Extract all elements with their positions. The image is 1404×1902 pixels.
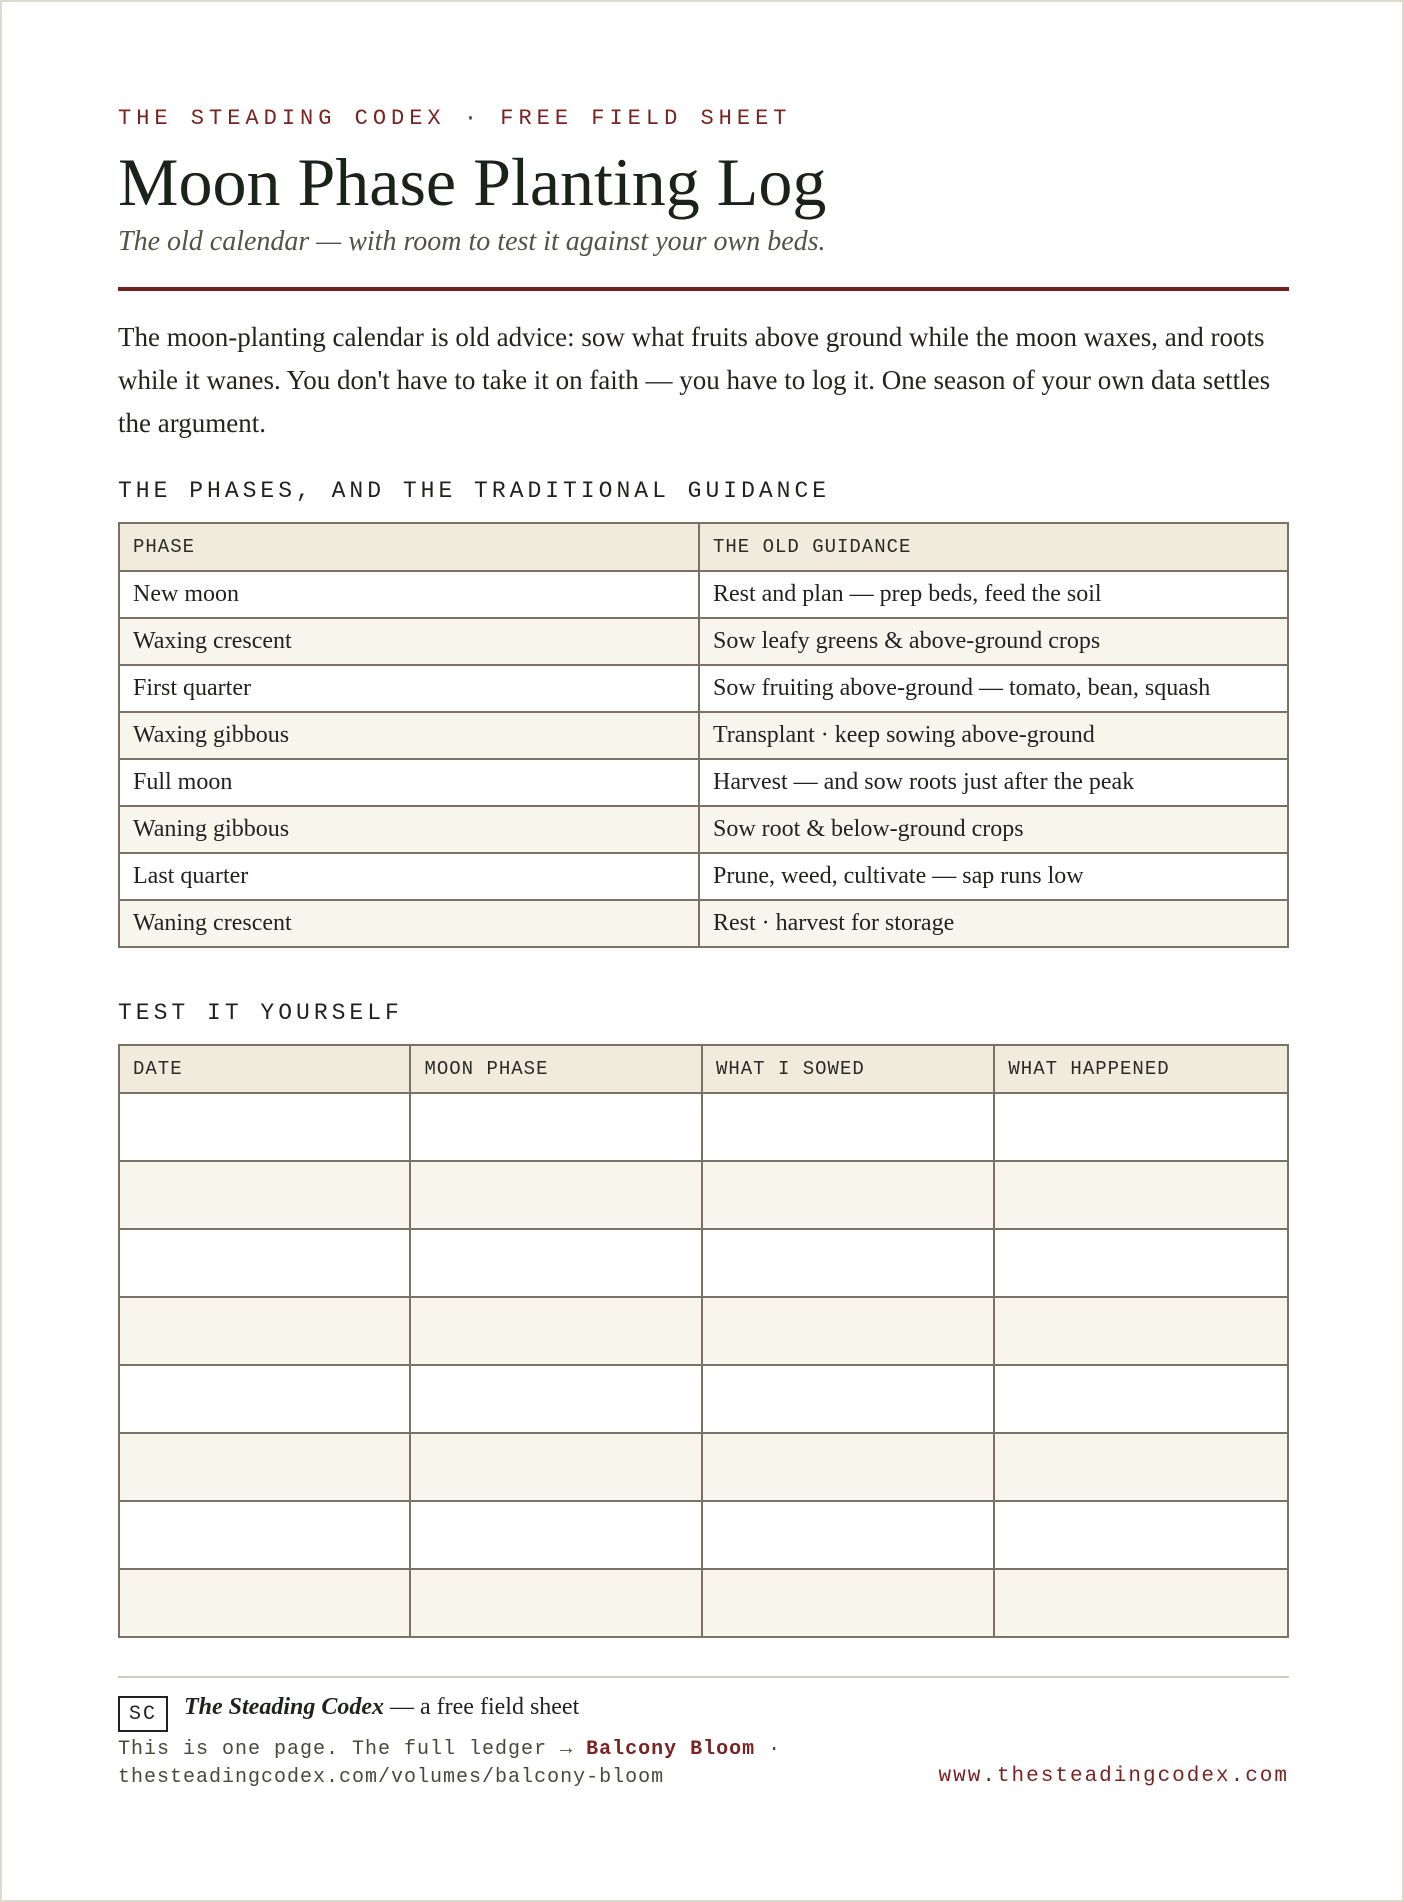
ledger-suffix: · <box>755 1738 782 1761</box>
log-section-heading: TEST IT YOURSELF <box>118 1000 403 1026</box>
phase-cell: New moon <box>119 571 699 618</box>
table-row <box>119 853 1288 900</box>
column-header-guidance: THE OLD GUIDANCE <box>699 523 1288 571</box>
what-sowed-cell[interactable] <box>702 1093 994 1161</box>
what-happened-cell[interactable] <box>994 1569 1288 1637</box>
intro-paragraph: The moon-planting calendar is old advice: sow what fruits above ground while the moon waxes, and roots while it wanes. You don't have to take it on faith — you have to log it. One season of your own data settles the argument. <box>118 322 1271 438</box>
log-table-body <box>119 1093 1288 1637</box>
footer-divider <box>118 1676 1289 1678</box>
table-row <box>119 759 1288 806</box>
footer-brand <box>184 1694 579 1721</box>
what-sowed-cell[interactable] <box>702 1433 994 1501</box>
table-row <box>119 1229 1288 1297</box>
brand-suffix: — a free field sheet <box>384 1694 580 1720</box>
ledger-url-link[interactable]: thesteadingcodex.com/volumes/balcony-bloom <box>118 1766 665 1789</box>
what-happened-cell[interactable] <box>994 1297 1288 1365</box>
what-sowed-cell[interactable] <box>702 1161 994 1229</box>
table-row <box>119 1569 1288 1637</box>
phases-table <box>118 522 1289 948</box>
guidance-cell: Sow root & below-ground crops <box>699 806 1288 853</box>
date-cell[interactable] <box>119 1365 410 1433</box>
what-happened-cell[interactable] <box>994 1161 1288 1229</box>
moon-phase-cell[interactable] <box>410 1229 701 1297</box>
date-cell[interactable] <box>119 1229 410 1297</box>
table-row <box>119 806 1288 853</box>
guidance-cell: Sow leafy greens & above-ground crops <box>699 618 1288 665</box>
column-header-what-sowed: WHAT I SOWED <box>702 1045 994 1093</box>
guidance-cell: Prune, weed, cultivate — sap runs low <box>699 853 1288 900</box>
ledger-prefix: This is one page. The full ledger → <box>118 1738 587 1761</box>
ledger-volume-link[interactable]: Balcony Bloom <box>586 1738 756 1761</box>
table-row <box>119 712 1288 759</box>
table-row <box>119 571 1288 618</box>
what-happened-cell[interactable] <box>994 1093 1288 1161</box>
table-row <box>119 1093 1288 1161</box>
date-cell[interactable] <box>119 1161 410 1229</box>
phase-cell: Full moon <box>119 759 699 806</box>
moon-phase-cell[interactable] <box>410 1297 701 1365</box>
table-row <box>119 1365 1288 1433</box>
phase-cell: Last quarter <box>119 853 699 900</box>
table-row <box>119 618 1288 665</box>
moon-phase-cell[interactable] <box>410 1161 701 1229</box>
date-cell[interactable] <box>119 1093 410 1161</box>
phase-cell: Waxing gibbous <box>119 712 699 759</box>
guidance-cell: Transplant · keep sowing above-ground <box>699 712 1288 759</box>
phase-cell: Waning gibbous <box>119 806 699 853</box>
moon-phase-cell[interactable] <box>410 1433 701 1501</box>
what-sowed-cell[interactable] <box>702 1297 994 1365</box>
website-link[interactable]: www.thesteadingcodex.com <box>938 1765 1289 1788</box>
guidance-cell: Sow fruiting above-ground — tomato, bean, squash <box>699 665 1288 712</box>
table-row <box>119 900 1288 947</box>
footer-ledger-line <box>118 1738 781 1761</box>
phase-cell: First quarter <box>119 665 699 712</box>
moon-phase-cell[interactable] <box>410 1093 701 1161</box>
moon-phase-cell[interactable] <box>410 1569 701 1637</box>
table-row <box>119 665 1288 712</box>
logo-badge: SC <box>118 1696 168 1732</box>
planting-log-table <box>118 1044 1289 1638</box>
what-sowed-cell[interactable] <box>702 1569 994 1637</box>
phases-section-heading: THE PHASES, AND THE TRADITIONAL GUIDANCE <box>118 478 831 504</box>
moon-phase-cell[interactable] <box>410 1365 701 1433</box>
column-header-what-happened: WHAT HAPPENED <box>994 1045 1288 1093</box>
date-cell[interactable] <box>119 1433 410 1501</box>
table-row <box>119 1433 1288 1501</box>
column-header-phase: PHASE <box>119 523 699 571</box>
guidance-cell: Rest and plan — prep beds, feed the soil <box>699 571 1288 618</box>
guidance-cell: Rest · harvest for storage <box>699 900 1288 947</box>
brand-name: The Steading Codex <box>184 1694 385 1720</box>
date-cell[interactable] <box>119 1569 410 1637</box>
page-title: Moon Phase Planting Log <box>118 144 827 220</box>
log-table-header <box>119 1045 1288 1093</box>
phase-cell: Waxing crescent <box>119 618 699 665</box>
page-subtitle: The old calendar — with room to test it against your own beds. <box>118 226 826 257</box>
phases-table-header <box>119 523 1288 571</box>
header-divider <box>118 287 1289 291</box>
date-cell[interactable] <box>119 1297 410 1365</box>
what-happened-cell[interactable] <box>994 1365 1288 1433</box>
what-happened-cell[interactable] <box>994 1229 1288 1297</box>
guidance-cell: Harvest — and sow roots just after the peak <box>699 759 1288 806</box>
what-sowed-cell[interactable] <box>702 1229 994 1297</box>
table-row <box>119 1161 1288 1229</box>
moon-phase-cell[interactable] <box>410 1501 701 1569</box>
what-sowed-cell[interactable] <box>702 1365 994 1433</box>
date-cell[interactable] <box>119 1501 410 1569</box>
what-happened-cell[interactable] <box>994 1433 1288 1501</box>
column-header-date: DATE <box>119 1045 410 1093</box>
header-kicker: THE STEADING CODEX · FREE FIELD SHEET <box>118 106 792 131</box>
what-happened-cell[interactable] <box>994 1501 1288 1569</box>
what-sowed-cell[interactable] <box>702 1501 994 1569</box>
phase-cell: Waning crescent <box>119 900 699 947</box>
table-row <box>119 1297 1288 1365</box>
column-header-moon-phase: MOON PHASE <box>410 1045 701 1093</box>
table-row <box>119 1501 1288 1569</box>
